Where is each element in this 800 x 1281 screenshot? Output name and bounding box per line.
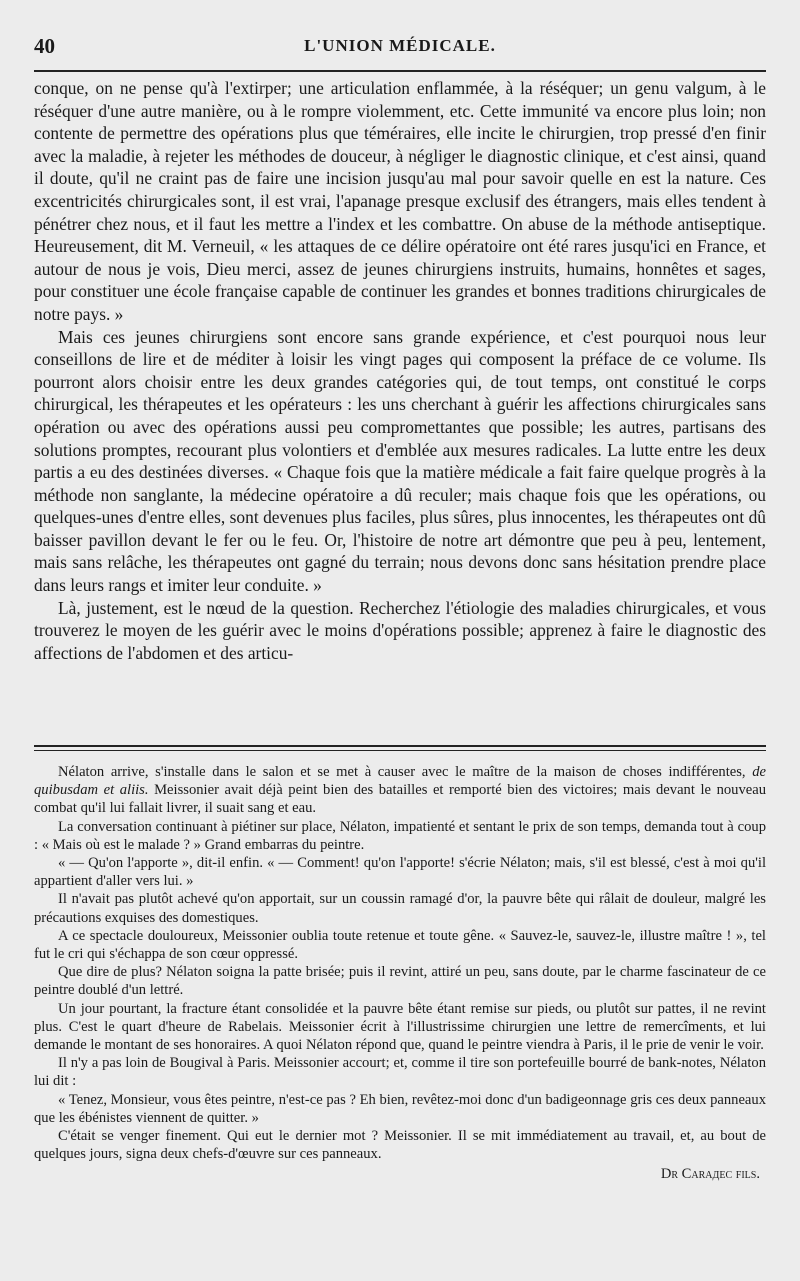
feuilleton-paragraph: Que dire de plus? Nélaton soigna la patte brisée; puis il revint, attiré un peu, sans doute, par le charme fascinateur de ce peintre doublé d'un lettré. — [34, 964, 766, 999]
feuilleton-paragraph: Il n'avait pas plutôt achevé qu'on apportait, sur un coussin ramagé d'or, la pauvre bête qui râlait de douleur, malgré les précautions exquises des domestiques. — [34, 891, 766, 926]
latin-phrase: de quibusdam et aliis. — [34, 764, 766, 799]
page-header — [34, 34, 766, 64]
feuilleton-separator — [34, 745, 766, 751]
feuilleton-paragraph: Un jour pourtant, la fracture étant consolidée et la pauvre bête étant remise sur pieds, ou plutôt sur pattes, il ne revint plus. C'est le quart d'heure de Rabelais. Meissonier écrit à l'illustrissime chirurgien une lettre de remercîments, et lui demande le montant de ses honoraires. A quoi Nélaton répond que, quand le peintre viendra à Paris, il le prie de venir le voir. — [34, 1000, 766, 1054]
feuilleton-paragraph: A ce spectacle douloureux, Meissonier oublia toute retenue et toute gêne. « Sauvez-le, sauvez-le, illustre maître ! », tel fut le cri qui s'échappa de son cœur oppressé. — [34, 927, 766, 963]
header-rule — [34, 70, 766, 72]
feuilleton-paragraph — [34, 763, 766, 818]
feuilleton-paragraph: « — Qu'on l'apporte », dit-il enfin. « — Comment! qu'on l'apporte! s'écrie Nélaton; mais, s'il est blessé, c'est à moi qu'il appartient d'aller vers lui. » — [34, 855, 766, 890]
feuilleton-text-span: Meissonier avait déjà peint bien des batailles et remporté bien des victoires; mais devant le nouveau combat qu'il lui fallait livrer, il suait sang et eau. — [34, 782, 767, 817]
page-number: 40 — [34, 34, 55, 58]
main-paragraph: Mais ces jeunes chirurgiens sont encore sans grande expérience, et c'est pourquoi nous leur conseillons de lire et de méditer à loisir les vingt pages qui composent la préface de ce volume. Ils pourront alors choisir entre les deux grandes catégories qui, de tout temps, ont constitué le corps chirurgical, les thérapeutes et les opérateurs : les uns cherchant à guérir les affections chirurgicales sans opération ou avec des opérations aussi peu compromettantes que possible; les autres, partisans des solutions promptes, recourant plus volontiers et d'emblée aux mesures radicales. La lutte entre les deux partis a eu des destinées diverses. « Chaque fois que la matière médicale a fait faire quelque progrès à la méthode non sanglante, la médecine opératoire a dû reculer; mais chaque fois que les opérations, ou quelques-unes d'entre elles, sont devenues plus faciles, plus sûres, plus innocentes, les thérapeutes ont dû baisser pavillon devant le fer ou le feu. Or, l'histoire de notre art démontre que peu à peu, lentement, mais sans relâche, les thérapeutes ont gagné du terrain; nous devons donc sans hésitation prendre place dans leurs rangs et imiter leur conduite. » — [34, 326, 766, 596]
main-paragraph: Là, justement, est le nœud de la question. Recherchez l'étiologie des maladies chirurgicales, et vous trouverez le moyen de les guérir avec le moins d'opérations possible; apprenez à faire le diagnostic des affections de l'abdomen et des articu- — [34, 597, 766, 663]
main-text — [34, 77, 766, 664]
main-paragraph: conque, on ne pense qu'à l'extirper; une articulation enflammée, à la réséquer; un genu valgum, à le réséquer d'une autre manière, ou à le rompre violemment, etc. Cette immunité va encore plus loin; non contente de permettre des opérations plus que téméraires, elle incite le chirurgien, trop pressé d'en finir avec la maladie, à rejeter les méthodes de douceur, à négliger le diagnostic clinique, et c'est ainsi, quand il doute, qu'il ne craint pas de faire une incision jusqu'au mal pour savoir quelle en est la nature. Ces excentricités chirurgicales sont, il est vrai, l'apanage presque exclusif des étrangers, mais elles tendent à pénétrer chez nous, et il faut les mettre a l'index et les combattre. On abuse de la méthode antiseptique. Heureusement, dit M. Verneuil, « les attaques de ce délire opératoire ont été rares jusqu'ici en France, et autour de nous je vois, Dieu merci, assez de jeunes chirurgiens instruits, humains, honnêtes et sages, pour constituer une école française capable de continuer les grandes et bonnes traditions chirurgicales de notre pays. » — [34, 78, 766, 324]
feuilleton-paragraph: Il n'y a pas loin de Bougival à Paris. Meissonier accourt; et, comme il tire son portefeuille bourré de bank-notes, Nélaton lui dit : — [34, 1055, 766, 1090]
feuilleton-paragraph: C'était se venger finement. Qui eut le dernier mot ? Meissonier. Il se mit immédiatement au travail, et, au bout de quelques jours, signa deux chefs-d'œuvre sur ces panneaux. — [34, 1128, 766, 1163]
author-signature: Dr Carадес fils. — [660, 1166, 760, 1183]
feuilleton-paragraph: La conversation continuant à piétiner sur place, Nélaton, impatienté et sentant le prix de son temps, demanda tout à coup : « Mais où est le malade ? » Grand embarras du peintre. — [34, 818, 766, 853]
running-title: L'UNION MÉDICALE. — [304, 36, 496, 55]
feuilleton-paragraph: « Tenez, Monsieur, vous êtes peintre, n'est-ce pas ? Eh bien, revêtez-moi donc d'un badigeonnage gris ces deux panneaux que les ébénistes viennent de quitter. » — [34, 1091, 766, 1126]
feuilleton-text — [34, 763, 766, 1184]
feuilleton-text-span: Nélaton arrive, s'installe dans le salon et se met à causer avec le maître de la maison de choses indifférentes, — [58, 764, 753, 780]
